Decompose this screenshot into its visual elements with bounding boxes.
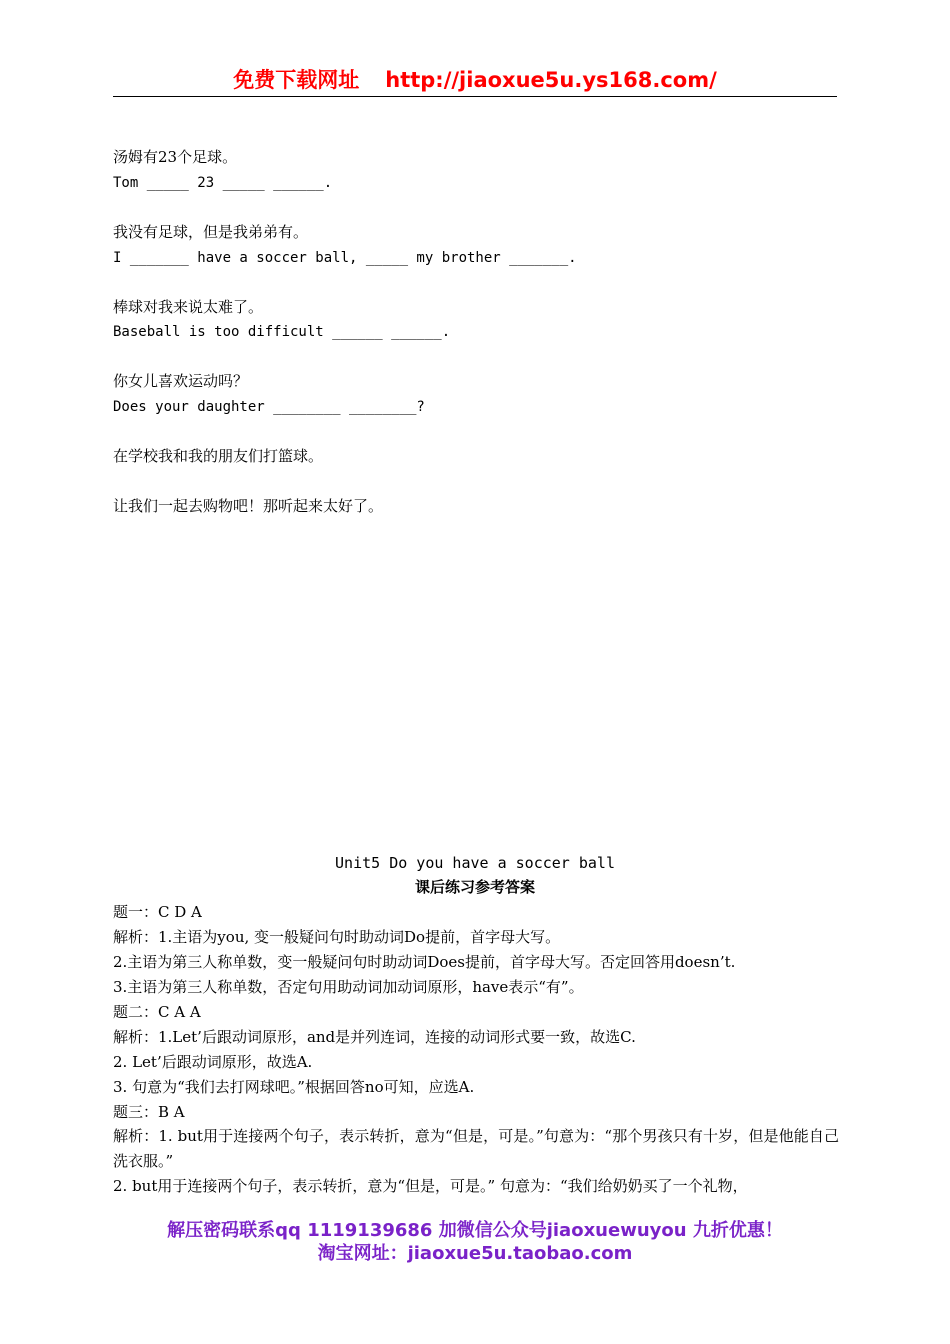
answer-paragraph: 解析：1. but用于连接两个句子，表示转折，意为“但是，可是。”句意为：“那个男孩只有十岁，但是他能自己洗衣服。” (113, 1127, 839, 1170)
answer-line: 3.主语为第三人称单数，否定句用助动词加动词原形，have表示“有”。 (113, 978, 584, 996)
exercise-4-english: Does your daughter ________ ________? (113, 399, 425, 415)
answers-title: Unit5 Do you have a soccer ball (335, 854, 615, 872)
exercise-3-english: Baseball is too difficult ______ ______. (113, 324, 451, 340)
exercise-1-chinese: 汤姆有23个足球。 (113, 148, 238, 166)
answer-line: 2. Let’后跟动词原形，故选A. (113, 1053, 313, 1071)
footer-line-1: 解压密码联系qq 1119139686 加微信公众号jiaoxuewuyou 九折优惠！ (167, 1220, 783, 1241)
exercise-2-english: I _______ have a soccer ball, _____ my brother _______. (113, 250, 577, 266)
exercise-3-chinese: 棒球对我来说太难了。 (113, 298, 264, 316)
answer-paragraph: 2. but用于连接两个句子，表示转折，意为“但是，可是。” 句意为：“我们给奶奶买了一个礼物， (113, 1177, 748, 1195)
exercise-2-chinese: 我没有足球，但是我弟弟有。 (113, 223, 309, 241)
header-title: 免费下载网址 (233, 68, 360, 92)
exercise-5-chinese: 在学校我和我的朋友们打篮球。 (113, 447, 324, 465)
exercise-6-chinese: 让我们一起去购物吧！那听起来太好了。 (113, 497, 384, 515)
answer-line: 题二：C A A (113, 1003, 201, 1021)
answer-line: 题三：B A (113, 1103, 185, 1121)
header-url[interactable]: http://jiaoxue5u.ys168.com/ (385, 68, 717, 92)
page-header (113, 64, 837, 97)
exercise-4-chinese: 你女儿喜欢运动吗？ (113, 372, 249, 390)
answers-subtitle: 课后练习参考答案 (414, 878, 535, 896)
answer-line: 3. 句意为“我们去打网球吧。”根据回答no可知，应选A. (113, 1078, 475, 1096)
answer-line: 解析：1.Let’后跟动词原形，and是并列连词，连接的动词形式要一致，故选C. (113, 1028, 636, 1046)
footer-line-2[interactable]: 淘宝网址：jiaoxue5u.taobao.com (317, 1243, 633, 1264)
answer-line: 解析：1.主语为you, 变一般疑问句时助动词Do提前，首字母大写。 (113, 928, 561, 946)
answer-line: 2.主语为第三人称单数，变一般疑问句时助动词Does提前，首字母大写。否定回答用doesn’t. (113, 953, 736, 971)
answer-line: 题一：C D A (113, 903, 202, 921)
exercise-1-english: Tom _____ 23 _____ ______. (113, 175, 333, 191)
